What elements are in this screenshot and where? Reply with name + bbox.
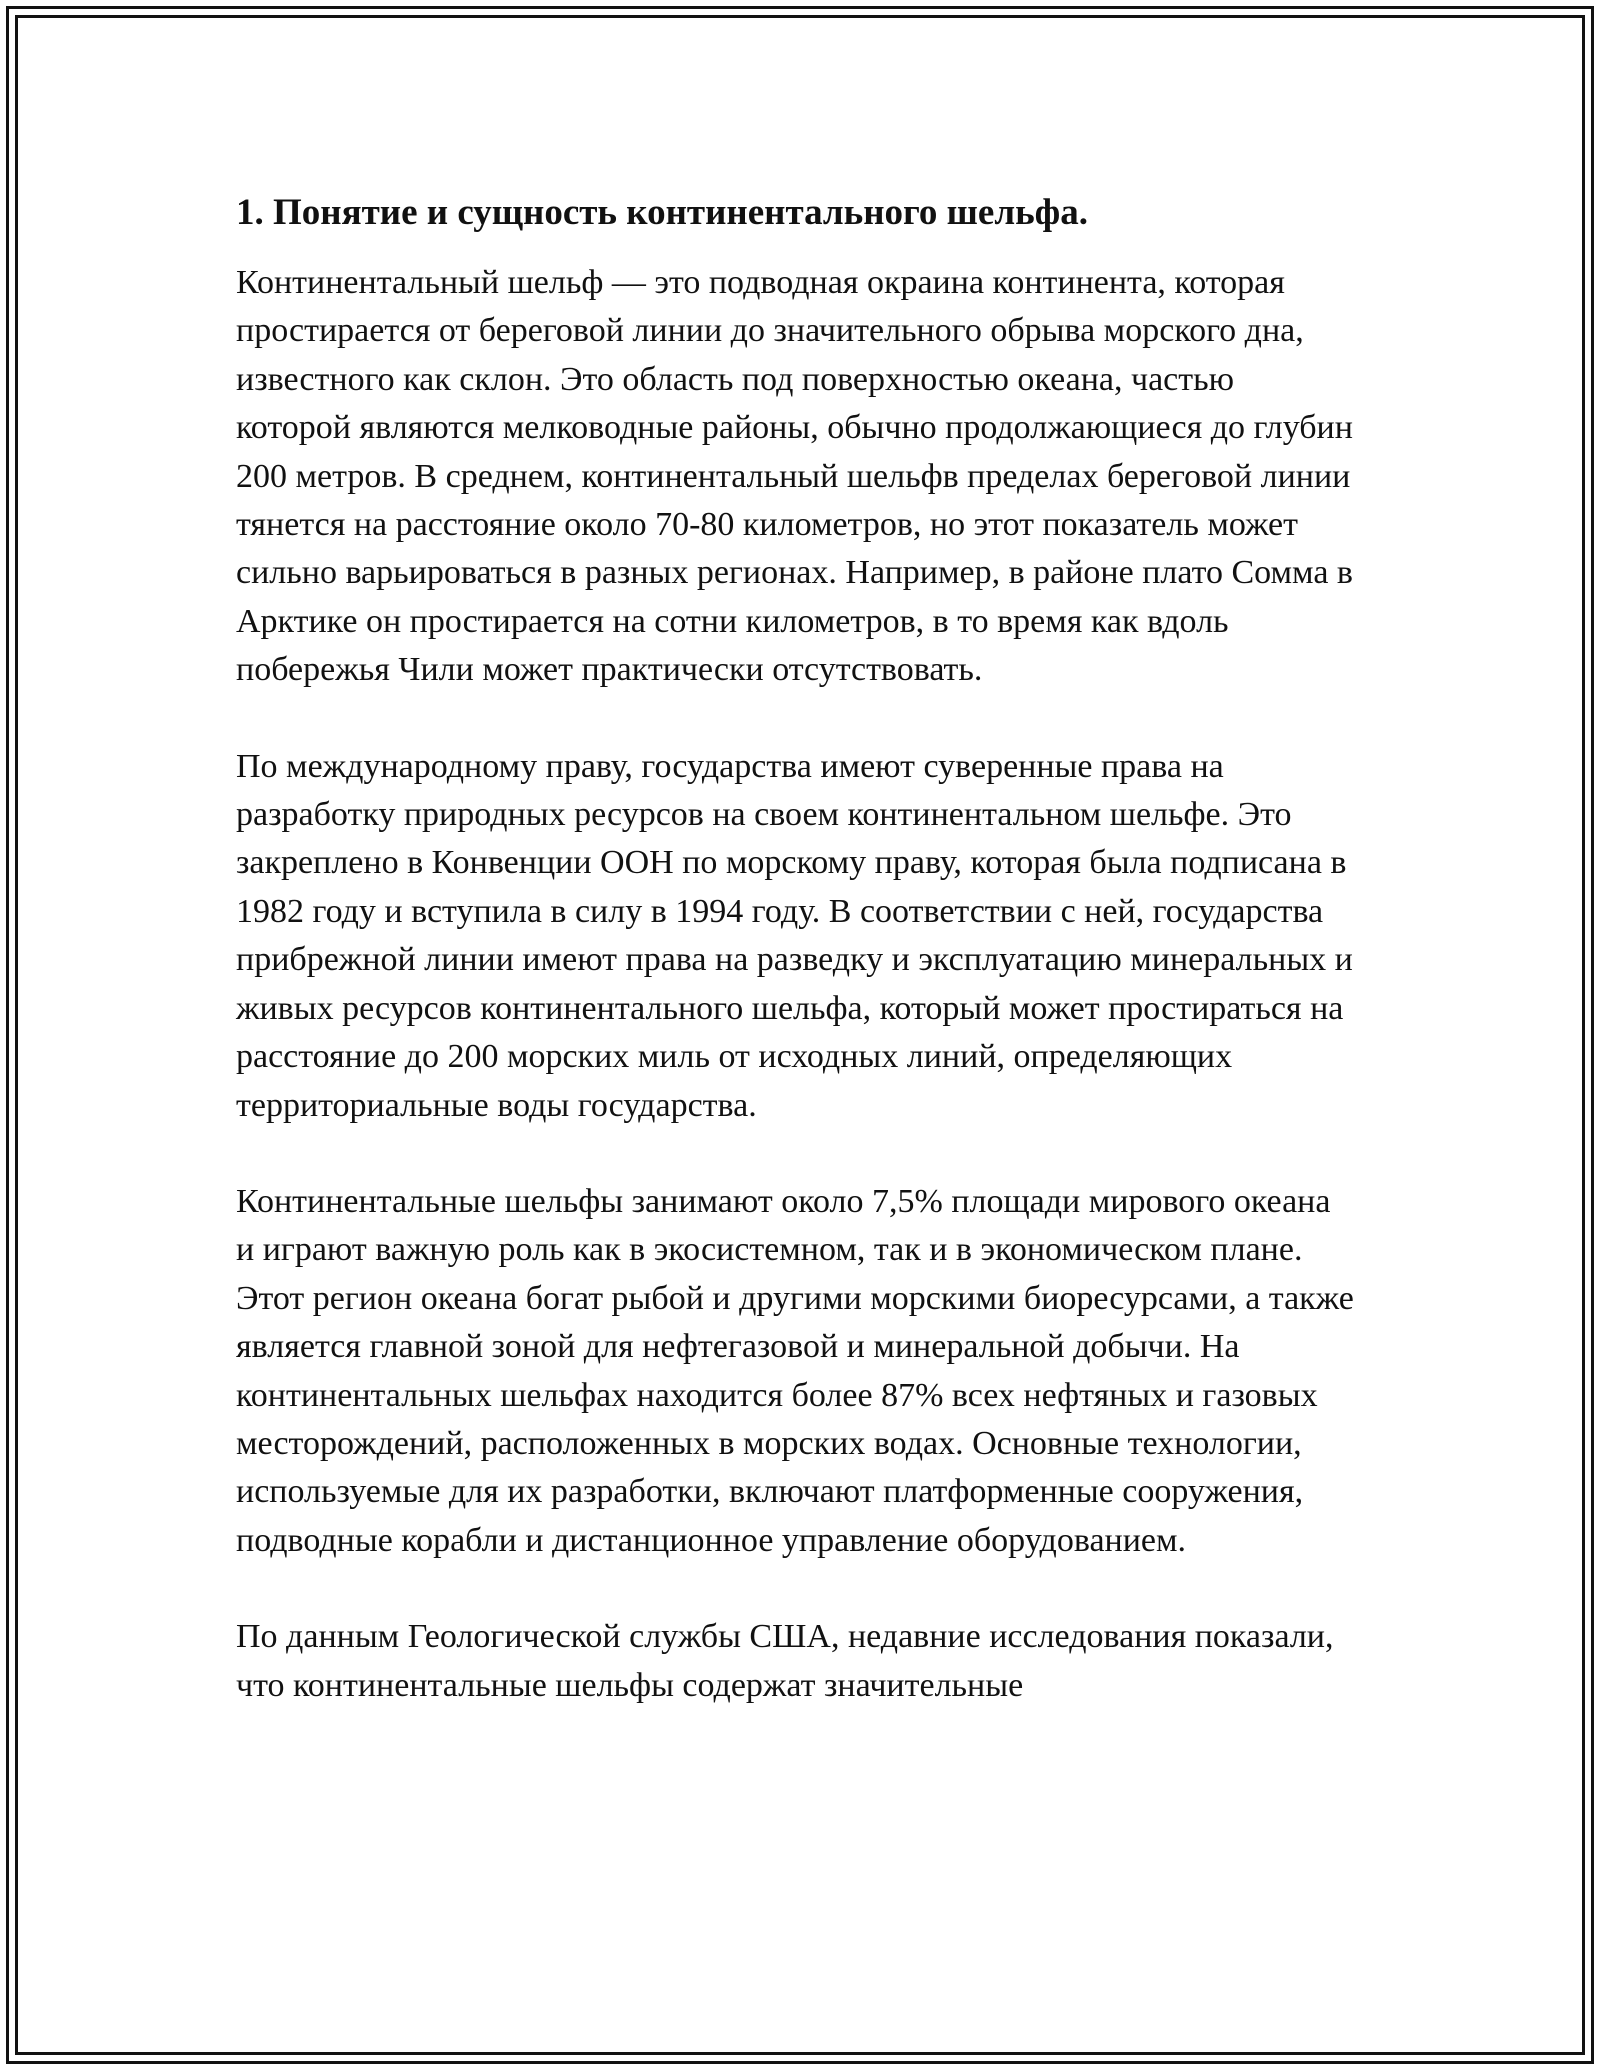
paragraph-international-law: По международному праву, государства имеют суверенные права на разработку природных ресурсов на своем континентальном шельфе. Это закреплено в Конвенции ООН по морскому праву, которая была подписана в 1982 году и вступила в силу в 1994 году. В соответствии с ней, государства прибрежной линии имеют права на разведку и эксплуатацию минеральных и живых ресурсов континентального шельфа, который может простираться на расстояние до 200 морских миль от исходных линий, определяющих территориальные воды государства. bbox=[236, 747, 1353, 1124]
paragraph-definition: Континентальный шельф — это подводная окраина континента, которая простирается от береговой линии до значительного обрыва морского дна, известного как склон. Это область под поверхностью океана, частью которой являются мелководные районы, обычно продолжающиеся до глубин 200 метров. В среднем, континентальный шельфв пределах береговой линии тянется на расстояние около 70-80 километров, но этот показатель может сильно варьироваться в разных регионах. Например, в районе плато Сомма в Арктике он простирается на сотни километров, в то время как вдоль побережья Чили может практически отсутствовать. bbox=[236, 264, 1353, 689]
section-heading: 1. Понятие и сущность континентального шельфа. bbox=[236, 192, 1089, 233]
document-body bbox=[236, 183, 1356, 1758]
paragraph-economic-role: Континентальные шельфы занимают около 7,5% площади мирового океана и играют важную роль как в экосистемном, так и в экономическом плане. Этот регион океана богат рыбой и другими морскими биоресурсами, а также является главной зоной для нефтегазовой и минеральной добычи. На континентальных шельфах находится более 87% всех нефтяных и газовых месторождений, расположенных в морских водах. Основные технологии, используемые для их разработки, включают платформенные сооружения, подводные корабли и дистанционное управление оборудованием. bbox=[236, 1182, 1354, 1559]
paragraph-usgs-research: По данным Геологической службы США, недавние исследования показали, что континентальные шельфы содержат значительные bbox=[236, 1618, 1334, 1704]
